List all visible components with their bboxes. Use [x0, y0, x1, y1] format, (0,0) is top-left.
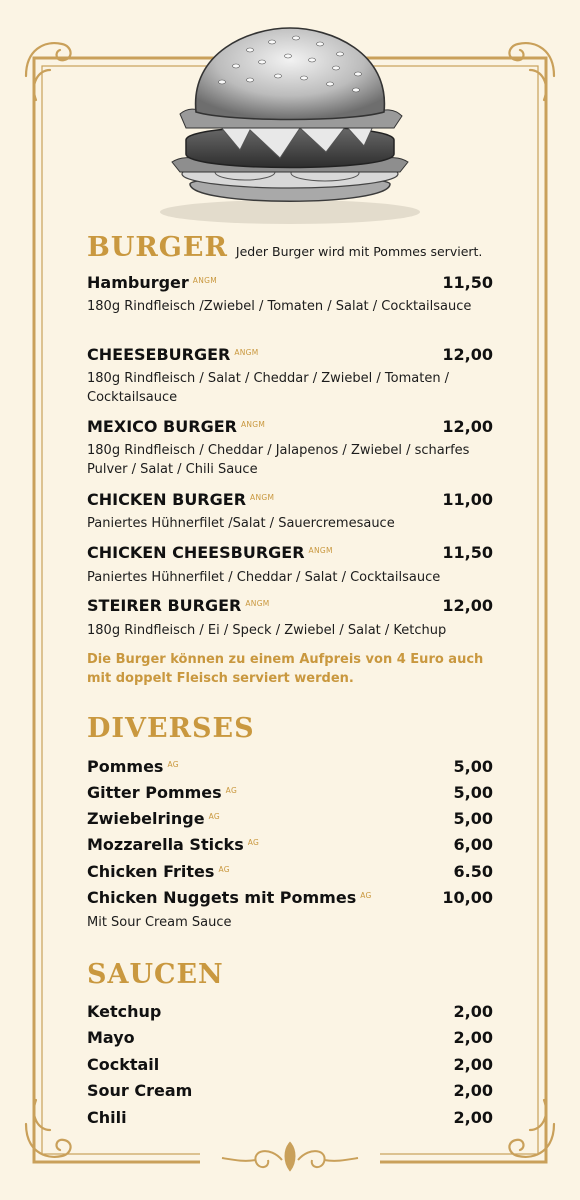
item-price: 11,00: [442, 490, 493, 509]
menu-item-sour-cream: [87, 1081, 493, 1100]
item-price: 6.50: [453, 862, 493, 881]
double-meat-note: Die Burger können zu einem Aufpreis von 4 Euro auch mit doppelt Fleisch serviert werden.: [87, 652, 484, 686]
menu-item-gitter-pommes: [87, 783, 493, 802]
item-price: 5,00: [453, 783, 493, 802]
menu-item-chicken-nuggets: [87, 888, 493, 907]
item-name: Chicken Frites: [87, 862, 215, 881]
allergen-tag: ANGM: [192, 276, 218, 285]
item-name: MEXICO BURGER: [87, 417, 237, 436]
item-price: 12,00: [442, 596, 493, 615]
allergen-tag: ANGM: [245, 599, 270, 608]
item-name: STEIRER BURGER: [87, 596, 242, 615]
item-description: 180g Rindfleisch / Salat / Cheddar / Zwiebel / Tomaten / Cocktailsauce: [87, 371, 450, 405]
section-diverses-header: [87, 713, 255, 744]
item-price: 2,00: [453, 1055, 493, 1074]
item-name: Pommes: [87, 757, 164, 776]
item-price: 2,00: [453, 1108, 493, 1127]
item-price: 10,00: [442, 888, 493, 907]
item-price: 2,00: [453, 1028, 493, 1047]
allergen-tag: ANGM: [308, 546, 333, 555]
item-name: Sour Cream: [87, 1081, 193, 1100]
section-subtitle: Jeder Burger wird mit Pommes serviert.: [235, 244, 483, 259]
item-name: CHICKEN CHEESBURGER: [87, 543, 305, 562]
allergen-tag: AG: [360, 891, 372, 900]
allergen-tag: ANGM: [234, 348, 259, 357]
section-title: DIVERSES: [87, 713, 255, 744]
menu-item-chili: [87, 1108, 493, 1127]
menu-item-steirer-burger: [87, 596, 493, 615]
allergen-tag: AG: [247, 838, 260, 847]
item-description: Paniertes Hühnerfilet / Cheddar / Salat / Cocktailsauce: [87, 570, 441, 585]
menu-item-zwiebelringe: [87, 809, 493, 828]
menu-item-mayo: [87, 1028, 493, 1047]
item-description: 180g Rindfleisch /Zwiebel / Tomaten / Salat / Cocktailsauce: [87, 299, 472, 314]
item-name: Mozzarella Sticks: [87, 835, 244, 854]
item-name: Mayo: [87, 1028, 135, 1047]
menu-item-chicken-frites: [87, 862, 493, 881]
allergen-tag: AG: [218, 865, 230, 874]
item-price: 5,00: [453, 809, 493, 828]
item-description: Paniertes Hühnerfilet /Salat / Sauercremesauce: [87, 516, 395, 531]
item-description: 180g Rindfleisch / Cheddar / Jalapenos / Zwiebel / scharfes Pulver / Salat / Chili Sauce: [87, 443, 470, 477]
section-burger-header: [87, 232, 482, 263]
item-name: Cocktail: [87, 1055, 160, 1074]
menu-item-ketchup: [87, 1002, 493, 1021]
section-title: SAUCEN: [87, 959, 224, 990]
allergen-tag: AG: [225, 786, 238, 795]
menu-item-mexico-burger: [87, 417, 493, 436]
allergen-tag: AG: [167, 760, 179, 769]
item-price: 12,00: [442, 417, 493, 436]
item-name: Chicken Nuggets mit Pommes: [87, 888, 357, 907]
item-price: 2,00: [453, 1002, 493, 1021]
item-description: 180g Rindfleisch / Ei / Speck / Zwiebel / Salat / Ketchup: [87, 623, 447, 638]
item-price: 11,50: [442, 273, 493, 292]
item-name: Hamburger: [87, 273, 189, 292]
menu-item-cocktail: [87, 1055, 493, 1074]
item-price: 6,00: [453, 835, 493, 854]
menu-item-hamburger: [87, 273, 493, 292]
item-price: 11,50: [442, 543, 493, 562]
menu-item-mozzarella-sticks: [87, 835, 493, 854]
item-price: 12,00: [442, 345, 493, 364]
ornament-flourish-icon: [200, 1143, 380, 1170]
menu-item-pommes: [87, 757, 493, 776]
item-name: CHEESEBURGER: [87, 345, 231, 364]
item-name: Ketchup: [87, 1002, 162, 1021]
allergen-tag: ANGM: [250, 493, 275, 502]
item-price: 2,00: [453, 1081, 493, 1100]
allergen-tag: ANGM: [240, 420, 266, 429]
item-name: Chili: [87, 1108, 127, 1127]
item-name: Zwiebelringe: [87, 809, 205, 828]
menu-item-cheeseburger: [87, 345, 493, 364]
item-price: 5,00: [453, 757, 493, 776]
item-name: Gitter Pommes: [87, 783, 222, 802]
section-saucen-header: [87, 959, 224, 990]
allergen-tag: AG: [208, 812, 220, 821]
item-description: Mit Sour Cream Sauce: [87, 915, 232, 930]
menu-item-chicken-burger: [87, 490, 493, 509]
item-name: CHICKEN BURGER: [87, 490, 247, 509]
section-title: BURGER: [87, 232, 228, 263]
burger-illustration-icon: [150, 22, 430, 227]
menu-item-chicken-cheesburger: [87, 543, 493, 562]
